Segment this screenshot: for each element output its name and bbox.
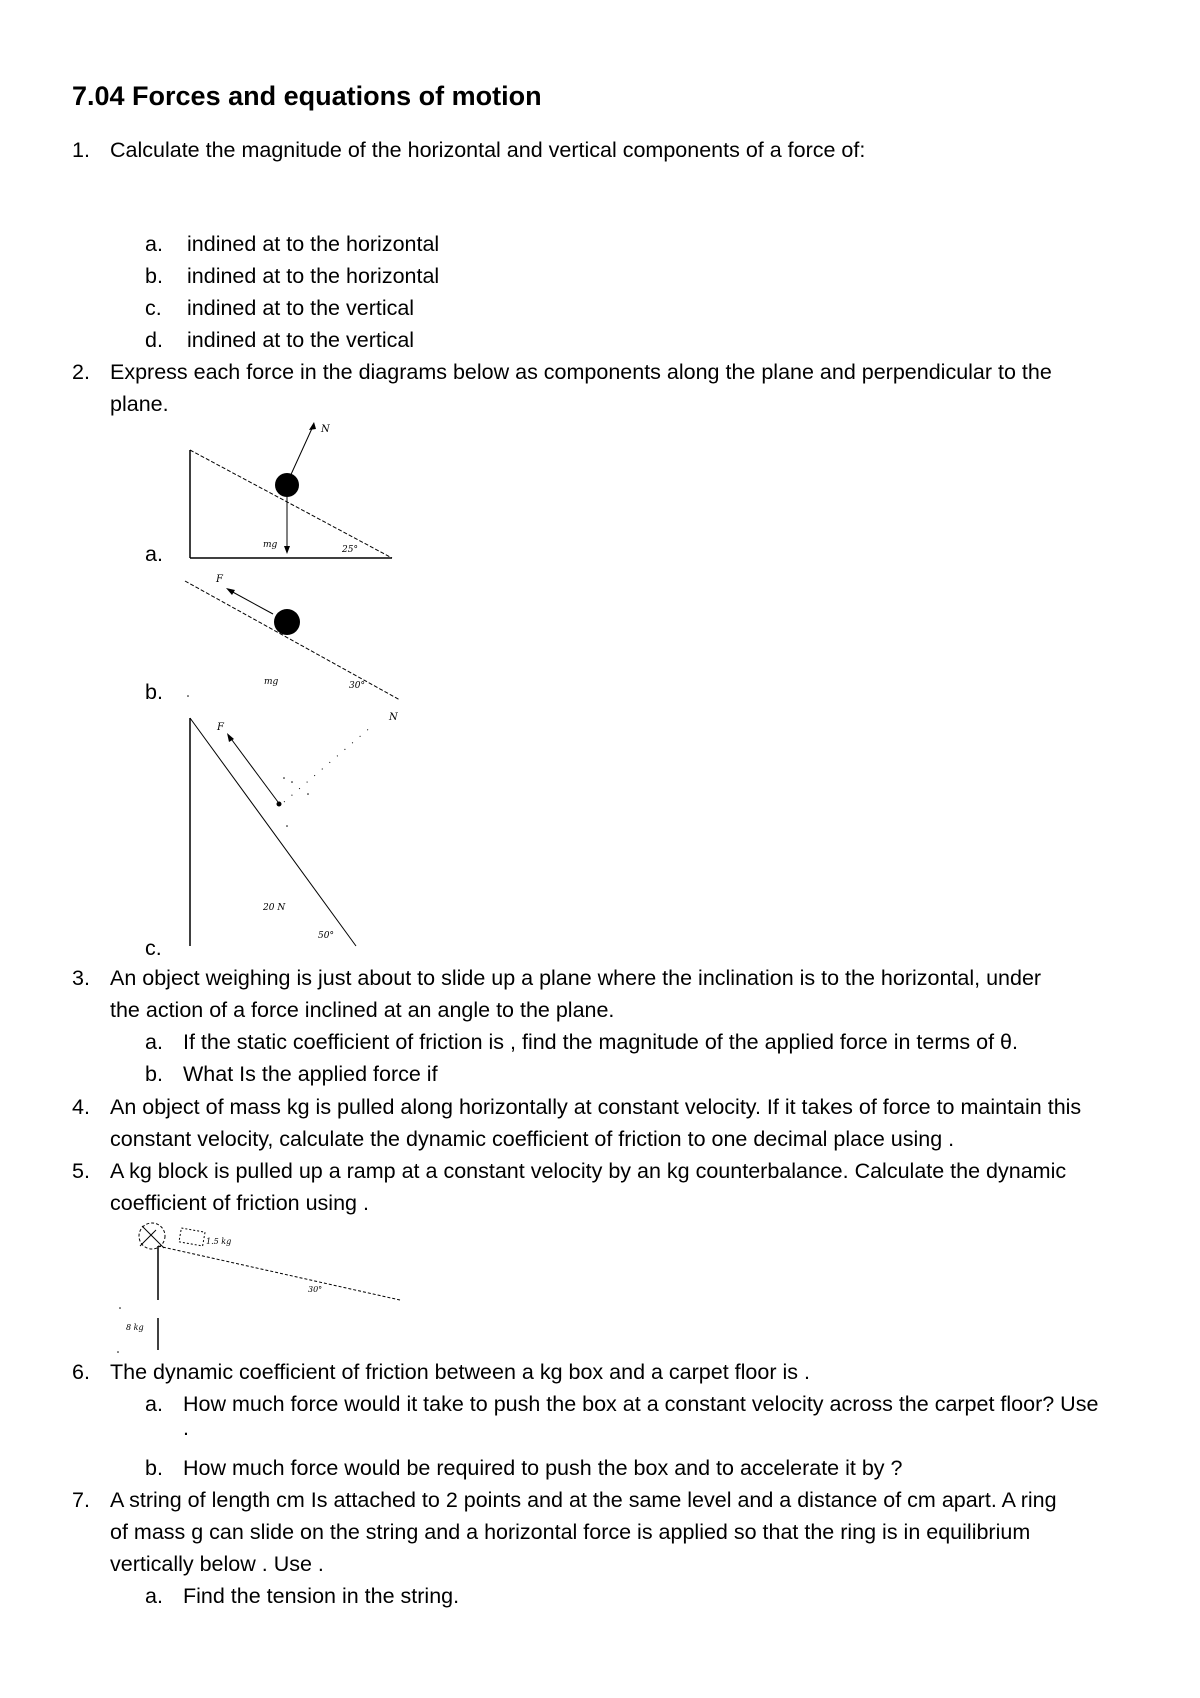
q1-number: 1. <box>72 138 90 162</box>
q2-diagram-b-label: b. <box>145 680 163 704</box>
q4-number: 4. <box>72 1095 90 1119</box>
q2-text-line1: Express each force in the diagrams below as components along the plane and perpendicular to the <box>110 360 1052 384</box>
ball <box>275 473 299 497</box>
incline-diagram-a <box>180 420 410 570</box>
q7-number: 7. <box>72 1488 90 1512</box>
q3-text-line2: the action of a force inclined at an angle to the plane. <box>110 998 615 1022</box>
q1-text: Calculate the magnitude of the horizontal and vertical components of a force of: <box>110 138 866 162</box>
applied-force-label: F <box>217 722 224 733</box>
q4-text-line2: constant velocity, calculate the dynamic coefficient of friction to one decimal place using . <box>110 1127 955 1151</box>
q1-part-label: d. <box>145 328 163 352</box>
q1-part-text: indined at to the vertical <box>187 296 415 320</box>
q3-number: 3. <box>72 966 90 990</box>
pulley-ramp-diagram <box>110 1218 410 1358</box>
q6-part-label: b. <box>145 1456 163 1480</box>
q3-part-text: If the static coefficient of friction is , find the magnitude of the applied force in terms of θ. <box>183 1030 1018 1054</box>
q7-part-label: a. <box>145 1584 163 1608</box>
q6-part-text: How much force would be required to push the box and to accelerate it by ? <box>183 1456 903 1480</box>
q7-part-text: Find the tension in the string. <box>183 1584 460 1608</box>
q5-text-line1: A kg block is pulled up a ramp at a constant velocity by an kg counterbalance. Calculate the dynamic <box>110 1159 1067 1183</box>
angle-label: 30° <box>349 681 365 691</box>
normal-force-label: N <box>321 424 330 435</box>
q1-part-text: indined at to the vertical <box>187 328 415 352</box>
q1-part-text: indined at to the horizontal <box>187 232 440 256</box>
page-title: 7.04 Forces and equations of motion <box>72 81 542 111</box>
q5-number: 5. <box>72 1159 90 1183</box>
q1-part-text: indined at to the horizontal <box>187 264 440 288</box>
q6-part-label: a. <box>145 1392 163 1416</box>
q3-part-label: a. <box>145 1030 163 1054</box>
q4-text-line1: An object of mass kg is pulled along horizontally at constant velocity. If it takes of force to maintain this <box>110 1095 1082 1119</box>
applied-force-label: F <box>216 574 223 585</box>
q6-number: 6. <box>72 1360 90 1384</box>
incline-diagram-c <box>180 706 420 956</box>
q6-text: The dynamic coefficient of friction between a kg box and a carpet floor is . <box>110 1360 810 1384</box>
weight-label: mg <box>263 540 278 550</box>
q1-part-label: a. <box>145 232 163 256</box>
weight-label: 20 N <box>263 903 286 913</box>
normal-force-label: N <box>389 712 398 723</box>
q3-text-line1: An object weighing is just about to slide up a plane where the inclination is to the horizontal, under <box>110 966 1042 990</box>
q2-text-line2: plane. <box>110 392 169 416</box>
ball <box>274 609 300 635</box>
q1-part-label: c. <box>145 296 162 320</box>
q2-number: 2. <box>72 360 90 384</box>
weight-label: mg <box>264 677 279 687</box>
angle-label: 50° <box>318 931 334 941</box>
q3-part-text: What Is the applied force if <box>183 1062 438 1086</box>
q7-text-line1: A string of length cm Is attached to 2 points and at the same level and a distance of cm apart. A ring <box>110 1488 1057 1512</box>
incline-diagram-b <box>180 566 410 706</box>
q2-diagram-a-label: a. <box>145 542 163 566</box>
q6-part-continuation: . <box>183 1416 189 1440</box>
ramp-angle-label: 30° <box>308 1285 323 1294</box>
angle-label: 25° <box>342 545 358 555</box>
block <box>179 1228 205 1246</box>
q6-part-text: How much force would it take to push the box at a constant velocity across the carpet floor? Use <box>183 1392 1099 1416</box>
q7-text-line3: vertically below . Use . <box>110 1552 324 1576</box>
q5-text-line2: coefficient of friction using . <box>110 1191 369 1215</box>
block-mass-label: 1.5 kg <box>206 1237 232 1246</box>
q7-text-line2: of mass g can slide on the string and a horizontal force is applied so that the ring is in equilibrium <box>110 1520 1031 1544</box>
q3-part-label: b. <box>145 1062 163 1086</box>
hanging-mass-label: 8 kg <box>126 1323 144 1332</box>
q1-part-label: b. <box>145 264 163 288</box>
q2-diagram-c-label: c. <box>145 936 162 960</box>
